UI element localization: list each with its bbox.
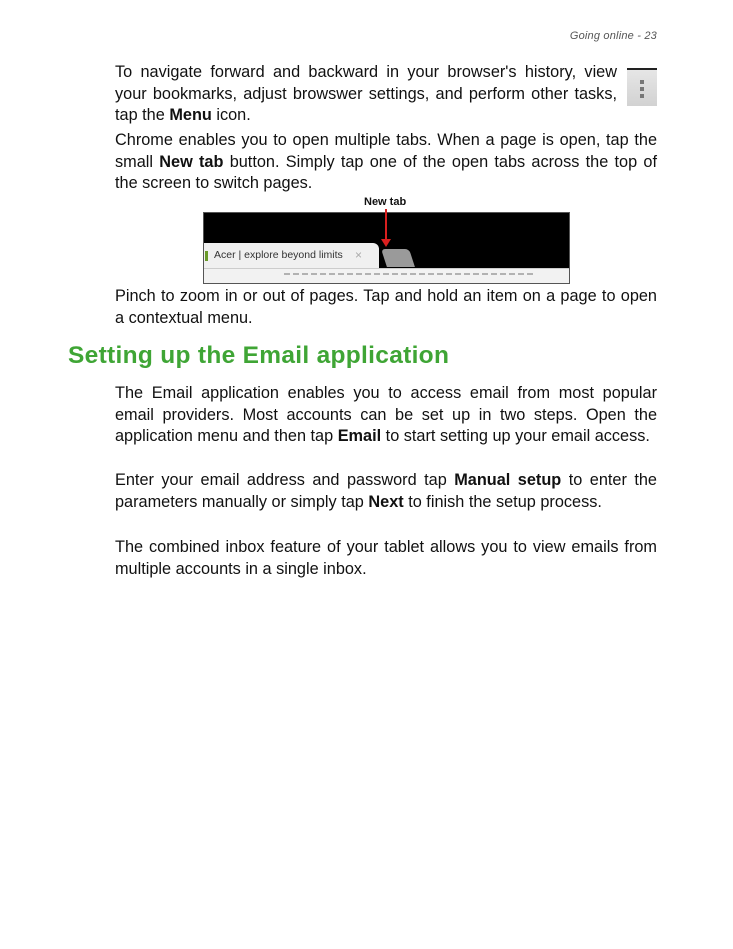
email-term: Email — [337, 427, 382, 445]
new-tab-term: New tab — [159, 152, 224, 171]
section-heading-email: Setting up the Email application — [68, 342, 450, 369]
address-bar — [284, 273, 534, 275]
menu-overflow-icon — [627, 68, 657, 106]
manual-setup-term: Manual setup — [454, 471, 562, 489]
paragraph-email-setup: Enter your email address and password tap Manual setup to enter the parameters manually or simply tap Next to finish the setup process. — [115, 471, 657, 511]
callout-arrow-line — [385, 209, 387, 241]
new-tab-icon — [381, 249, 415, 267]
next-term: Next — [368, 492, 404, 511]
paragraph-menu-instructions: To navigate forward and backward in your browser's history, view your bookmarks, adjust browswer settings, and perform other tasks, tap the Menu icon. — [115, 63, 617, 124]
menu-term: Menu — [169, 106, 212, 124]
browser-toolbar — [204, 268, 569, 284]
paragraph-zoom: Pinch to zoom in or out of pages. Tap and hold an item on a page to open a contextual menu. — [115, 287, 657, 327]
close-icon: × — [355, 248, 363, 262]
paragraph-email-intro: The Email application enables you to access email from most popular email providers. Most accounts can be set up in two steps. Open the application menu and then tap Email to start setting up your email access. — [115, 384, 657, 445]
browser-tab — [204, 243, 379, 269]
menu-dot — [640, 80, 644, 84]
menu-dot — [640, 87, 644, 91]
running-header: Going online - 23 — [569, 30, 657, 42]
paragraph-tabs: Chrome enables you to open multiple tabs. When a page is open, tap the small New tab button. Simply tap one of the open tabs across the top of the screen to switch pages. — [115, 131, 657, 192]
figure-label-new-tab: New tab — [364, 196, 407, 208]
tab-title: Acer | explore beyond limits — [214, 249, 343, 261]
favicon-icon — [205, 251, 208, 261]
paragraph-combined-inbox: The combined inbox feature of your tablet allows you to view emails from multiple accounts in a single inbox. — [115, 538, 657, 578]
callout-arrow-head — [381, 239, 391, 247]
menu-dot — [640, 94, 644, 98]
